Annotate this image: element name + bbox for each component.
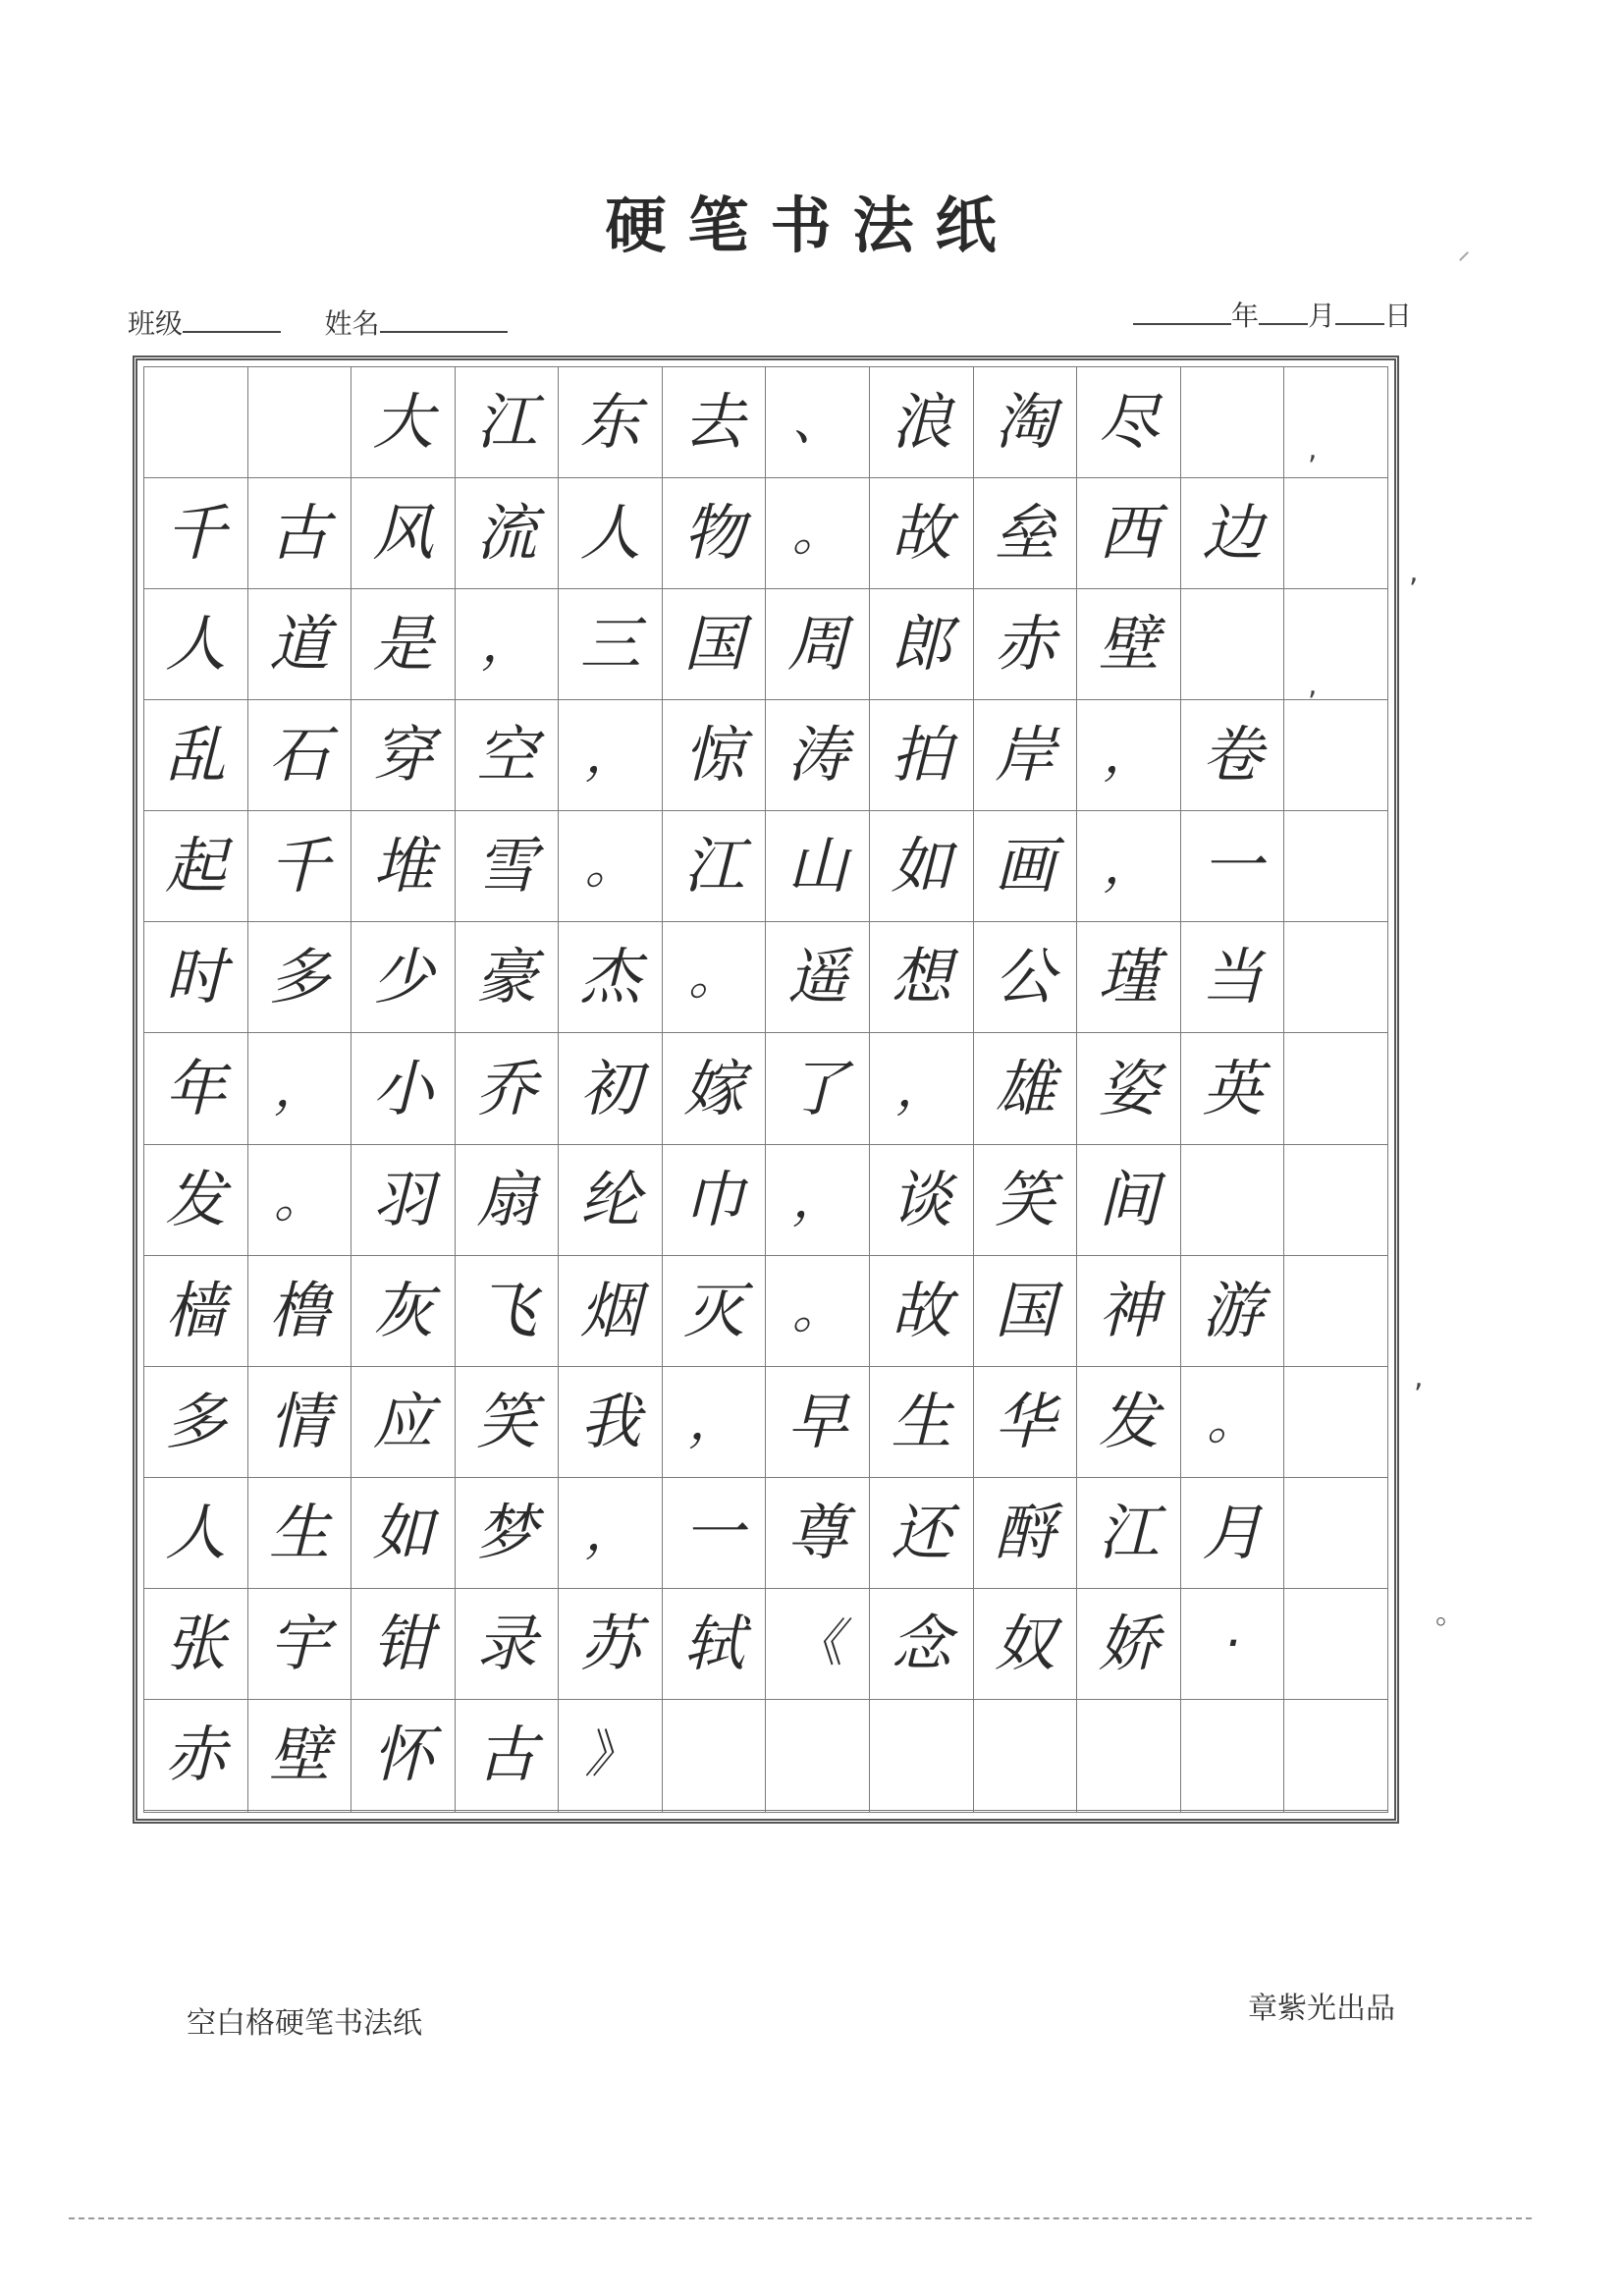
grid-cell [1180, 1144, 1284, 1255]
grid-cell: 灭 [662, 1255, 766, 1366]
grid-cell: 淘 [973, 367, 1077, 478]
grid-cell: 华 [973, 1366, 1077, 1477]
grid-cell [1180, 589, 1284, 700]
grid-cell: 钳 [352, 1588, 456, 1699]
grid-row [144, 367, 1388, 478]
grid-cell: 初 [559, 1033, 663, 1144]
grid-cell: 尊 [766, 1477, 870, 1588]
grid-cell: ， [870, 1033, 974, 1144]
grid-cell: 。 [662, 922, 766, 1033]
grid-cell [455, 1811, 559, 1813]
grid-cell [1180, 1811, 1284, 1813]
grid-cell: 如 [352, 1477, 456, 1588]
grid-cell: 羽 [352, 1144, 456, 1255]
grid-cell: 小 [352, 1033, 456, 1144]
grid-cell: 遥 [766, 922, 870, 1033]
grid-cell [1284, 1255, 1388, 1366]
grid-cell: 流 [455, 478, 559, 589]
grid-cell: 瑾 [1077, 922, 1181, 1033]
grid-cell: 游 [1180, 1255, 1284, 1366]
grid-cell: 江 [1077, 1477, 1181, 1588]
day-label: 日 [1383, 300, 1412, 332]
grid-cell: 笑 [973, 1144, 1077, 1255]
grid-cell: 堆 [352, 811, 456, 922]
grid-cell: 奴 [973, 1588, 1077, 1699]
grid-cell [1284, 700, 1388, 811]
grid-cell [1284, 1033, 1388, 1144]
grid-cell: 是 [352, 589, 456, 700]
grid-cell: 扇 [455, 1144, 559, 1255]
grid-cell: 多 [247, 922, 352, 1033]
margin-mark: , [1308, 432, 1318, 466]
grid-cell: 。 [766, 1255, 870, 1366]
grid-cell: 苏 [559, 1588, 663, 1699]
grid-cell [870, 1699, 974, 1810]
grid-cell [1284, 922, 1388, 1033]
grid-cell [973, 1811, 1077, 1813]
grid-cell: 人 [144, 1477, 248, 1588]
grid-cell: ， [559, 1477, 663, 1588]
grid-cell: 赤 [973, 589, 1077, 700]
grid-cell: 《 [766, 1588, 870, 1699]
grid-cell: 东 [559, 367, 663, 478]
grid-cell: 千 [144, 478, 248, 589]
grid-cell: 千 [247, 811, 352, 922]
grid-cell: 少 [352, 922, 456, 1033]
grid-cell [1077, 1699, 1181, 1810]
grid-cell: 一 [662, 1477, 766, 1588]
grid-cell: 英 [1180, 1033, 1284, 1144]
grid-cell: 人 [144, 589, 248, 700]
grid-cell: 杰 [559, 922, 663, 1033]
grid-cell: ， [1077, 811, 1181, 922]
grid-cell: ， [455, 589, 559, 700]
grid-cell: 月 [1180, 1477, 1284, 1588]
grid-cell: 酹 [973, 1477, 1077, 1588]
grid-cell: 乱 [144, 700, 248, 811]
grid-cell: 古 [247, 478, 352, 589]
grid-cell [1180, 1699, 1284, 1810]
grid-row [144, 700, 1388, 811]
grid-cell: ， [247, 1033, 352, 1144]
grid-row [144, 922, 1388, 1033]
grid-cell: 发 [144, 1144, 248, 1255]
grid-cell [1284, 589, 1388, 700]
grid-cell [1284, 1811, 1388, 1813]
grid-cell [352, 1811, 456, 1813]
grid-cell: 飞 [455, 1255, 559, 1366]
grid-cell [1180, 367, 1284, 478]
grid-cell: 应 [352, 1366, 456, 1477]
grid-cell: 。 [559, 811, 663, 922]
grid-cell: 故 [870, 1255, 974, 1366]
grid-cell [1284, 811, 1388, 922]
grid-row [144, 589, 1388, 700]
grid-cell: 西 [1077, 478, 1181, 589]
grid-cell: 尽 [1077, 367, 1181, 478]
grid-row [144, 811, 1388, 922]
grid-cell [247, 367, 352, 478]
year-label: 年 [1230, 300, 1259, 332]
grid-cell: 早 [766, 1366, 870, 1477]
grid-cell: 灰 [352, 1255, 456, 1366]
grid-cell: 山 [766, 811, 870, 922]
grid-cell [1284, 478, 1388, 589]
grid-cell [1077, 1811, 1181, 1813]
grid-cell: 穿 [352, 700, 456, 811]
grid-cell [1284, 1366, 1388, 1477]
class-label: 班级 [128, 307, 184, 340]
grid-row [144, 1588, 1388, 1699]
grid-cell: 巾 [662, 1144, 766, 1255]
grid-cell: 乔 [455, 1033, 559, 1144]
grid-cell: 张 [144, 1588, 248, 1699]
grid-cell: 浪 [870, 367, 974, 478]
margin-mark: , [1414, 1360, 1424, 1394]
grid-cell: 物 [662, 478, 766, 589]
grid-cell: 空 [455, 700, 559, 811]
grid-cell [144, 367, 248, 478]
day-blank [1335, 298, 1384, 325]
grid-cell: 姿 [1077, 1033, 1181, 1144]
grid-row [144, 1144, 1388, 1255]
grid-cell: 人 [559, 478, 663, 589]
grid-cell [1284, 1144, 1388, 1255]
margin-mark: 。 [1435, 1597, 1465, 1631]
grid-cell: 录 [455, 1588, 559, 1699]
grid-cell: 壁 [1077, 589, 1181, 700]
grid-cell: ， [1077, 700, 1181, 811]
grid-cell: 公 [973, 922, 1077, 1033]
grid-cell: 。 [1180, 1366, 1284, 1477]
grid-row [144, 478, 1388, 589]
grid-cell: 豪 [455, 922, 559, 1033]
grid-cell: 烟 [559, 1255, 663, 1366]
grid-cell: 起 [144, 811, 248, 922]
grid-cell [1284, 1699, 1388, 1810]
grid-cell: 卷 [1180, 700, 1284, 811]
grid-cell: 生 [870, 1366, 974, 1477]
grid-cell: 、 [766, 367, 870, 478]
grid-cell: 嫁 [662, 1033, 766, 1144]
grid-cell: 大 [352, 367, 456, 478]
grid-cell: 赤 [144, 1699, 248, 1810]
grid-row [144, 1477, 1388, 1588]
grid-cell: 三 [559, 589, 663, 700]
grid-cell: 如 [870, 811, 974, 922]
grid-cell: 情 [247, 1366, 352, 1477]
grid-cell: 故 [870, 478, 974, 589]
grid-cell: 道 [247, 589, 352, 700]
grid-cell: 惊 [662, 700, 766, 811]
grid-cell [1284, 367, 1388, 478]
grid-cell: 去 [662, 367, 766, 478]
writing-grid [143, 366, 1388, 1813]
grid-cell: 宇 [247, 1588, 352, 1699]
margin-mark: , [1409, 555, 1419, 589]
grid-cell: 古 [455, 1699, 559, 1810]
grid-cell: 念 [870, 1588, 974, 1699]
grid-cell: 。 [766, 478, 870, 589]
grid-cell: ， [559, 700, 663, 811]
grid-cell [766, 1811, 870, 1813]
student-info [128, 302, 508, 342]
grid-cell: · [1180, 1588, 1284, 1699]
grid-row [144, 1811, 1388, 1813]
grid-cell: 了 [766, 1033, 870, 1144]
grid-row [144, 1366, 1388, 1477]
scan-edge-line [69, 2217, 1532, 2219]
grid-cell: 国 [973, 1255, 1077, 1366]
grid-cell [766, 1699, 870, 1810]
grid-cell: 间 [1077, 1144, 1181, 1255]
grid-cell: 时 [144, 922, 248, 1033]
grid-cell: 雪 [455, 811, 559, 922]
grid-cell: 当 [1180, 922, 1284, 1033]
name-blank [380, 305, 508, 333]
grid-row [144, 1255, 1388, 1366]
grid-cell [144, 1811, 248, 1813]
grid-cell: 周 [766, 589, 870, 700]
grid-row [144, 1699, 1388, 1810]
footer-left-text: 空白格硬笔书法纸 [187, 2006, 422, 2041]
grid-cell [1284, 1477, 1388, 1588]
grid-cell: 想 [870, 922, 974, 1033]
grid-cell: 轼 [662, 1588, 766, 1699]
grid-cell: 发 [1077, 1366, 1181, 1477]
grid-cell: 江 [662, 811, 766, 922]
margin-mark: , [1308, 668, 1318, 702]
grid-cell [973, 1699, 1077, 1810]
grid-cell: 雄 [973, 1033, 1077, 1144]
grid-cell: 垒 [973, 478, 1077, 589]
grid-cell: 谈 [870, 1144, 974, 1255]
grid-cell: 多 [144, 1366, 248, 1477]
grid-cell [662, 1699, 766, 1810]
grid-cell: 纶 [559, 1144, 663, 1255]
date-info [1133, 295, 1412, 334]
grid-cell: 画 [973, 811, 1077, 922]
class-blank [183, 305, 281, 333]
grid-cell [662, 1811, 766, 1813]
grid-cell: 娇 [1077, 1588, 1181, 1699]
year-blank [1133, 298, 1231, 325]
grid-cell: 生 [247, 1477, 352, 1588]
grid-cell: ， [766, 1144, 870, 1255]
grid-cell: 还 [870, 1477, 974, 1588]
month-label: 月 [1307, 300, 1335, 332]
grid-cell: 江 [455, 367, 559, 478]
grid-cell: 我 [559, 1366, 663, 1477]
grid-cell: 神 [1077, 1255, 1181, 1366]
grid-cell: 郎 [870, 589, 974, 700]
grid-cell: 涛 [766, 700, 870, 811]
footer-right-text: 章紫光出品 [1248, 1992, 1395, 2026]
grid-cell [870, 1811, 974, 1813]
grid-cell: ， [662, 1366, 766, 1477]
grid-row [144, 1033, 1388, 1144]
writing-grid-frame [133, 355, 1399, 1824]
grid-cell: 》 [559, 1699, 663, 1810]
name-label: 姓名 [324, 307, 380, 340]
grid-cell: 拍 [870, 700, 974, 811]
grid-cell: 笑 [455, 1366, 559, 1477]
grid-cell: 橹 [247, 1255, 352, 1366]
grid-cell: 壁 [247, 1699, 352, 1810]
grid-cell [1284, 1588, 1388, 1699]
month-blank [1259, 298, 1308, 325]
grid-cell: 国 [662, 589, 766, 700]
grid-cell: 怀 [352, 1699, 456, 1810]
grid-cell: 风 [352, 478, 456, 589]
grid-cell: 一 [1180, 811, 1284, 922]
grid-cell: 樯 [144, 1255, 248, 1366]
grid-cell: 梦 [455, 1477, 559, 1588]
grid-cell: 边 [1180, 478, 1284, 589]
page-title: 硬笔书法纸 [605, 190, 1018, 261]
grid-cell: 年 [144, 1033, 248, 1144]
grid-cell [559, 1811, 663, 1813]
grid-cell [247, 1811, 352, 1813]
grid-cell: 石 [247, 700, 352, 811]
grid-cell: 岸 [973, 700, 1077, 811]
grid-cell: 。 [247, 1144, 352, 1255]
